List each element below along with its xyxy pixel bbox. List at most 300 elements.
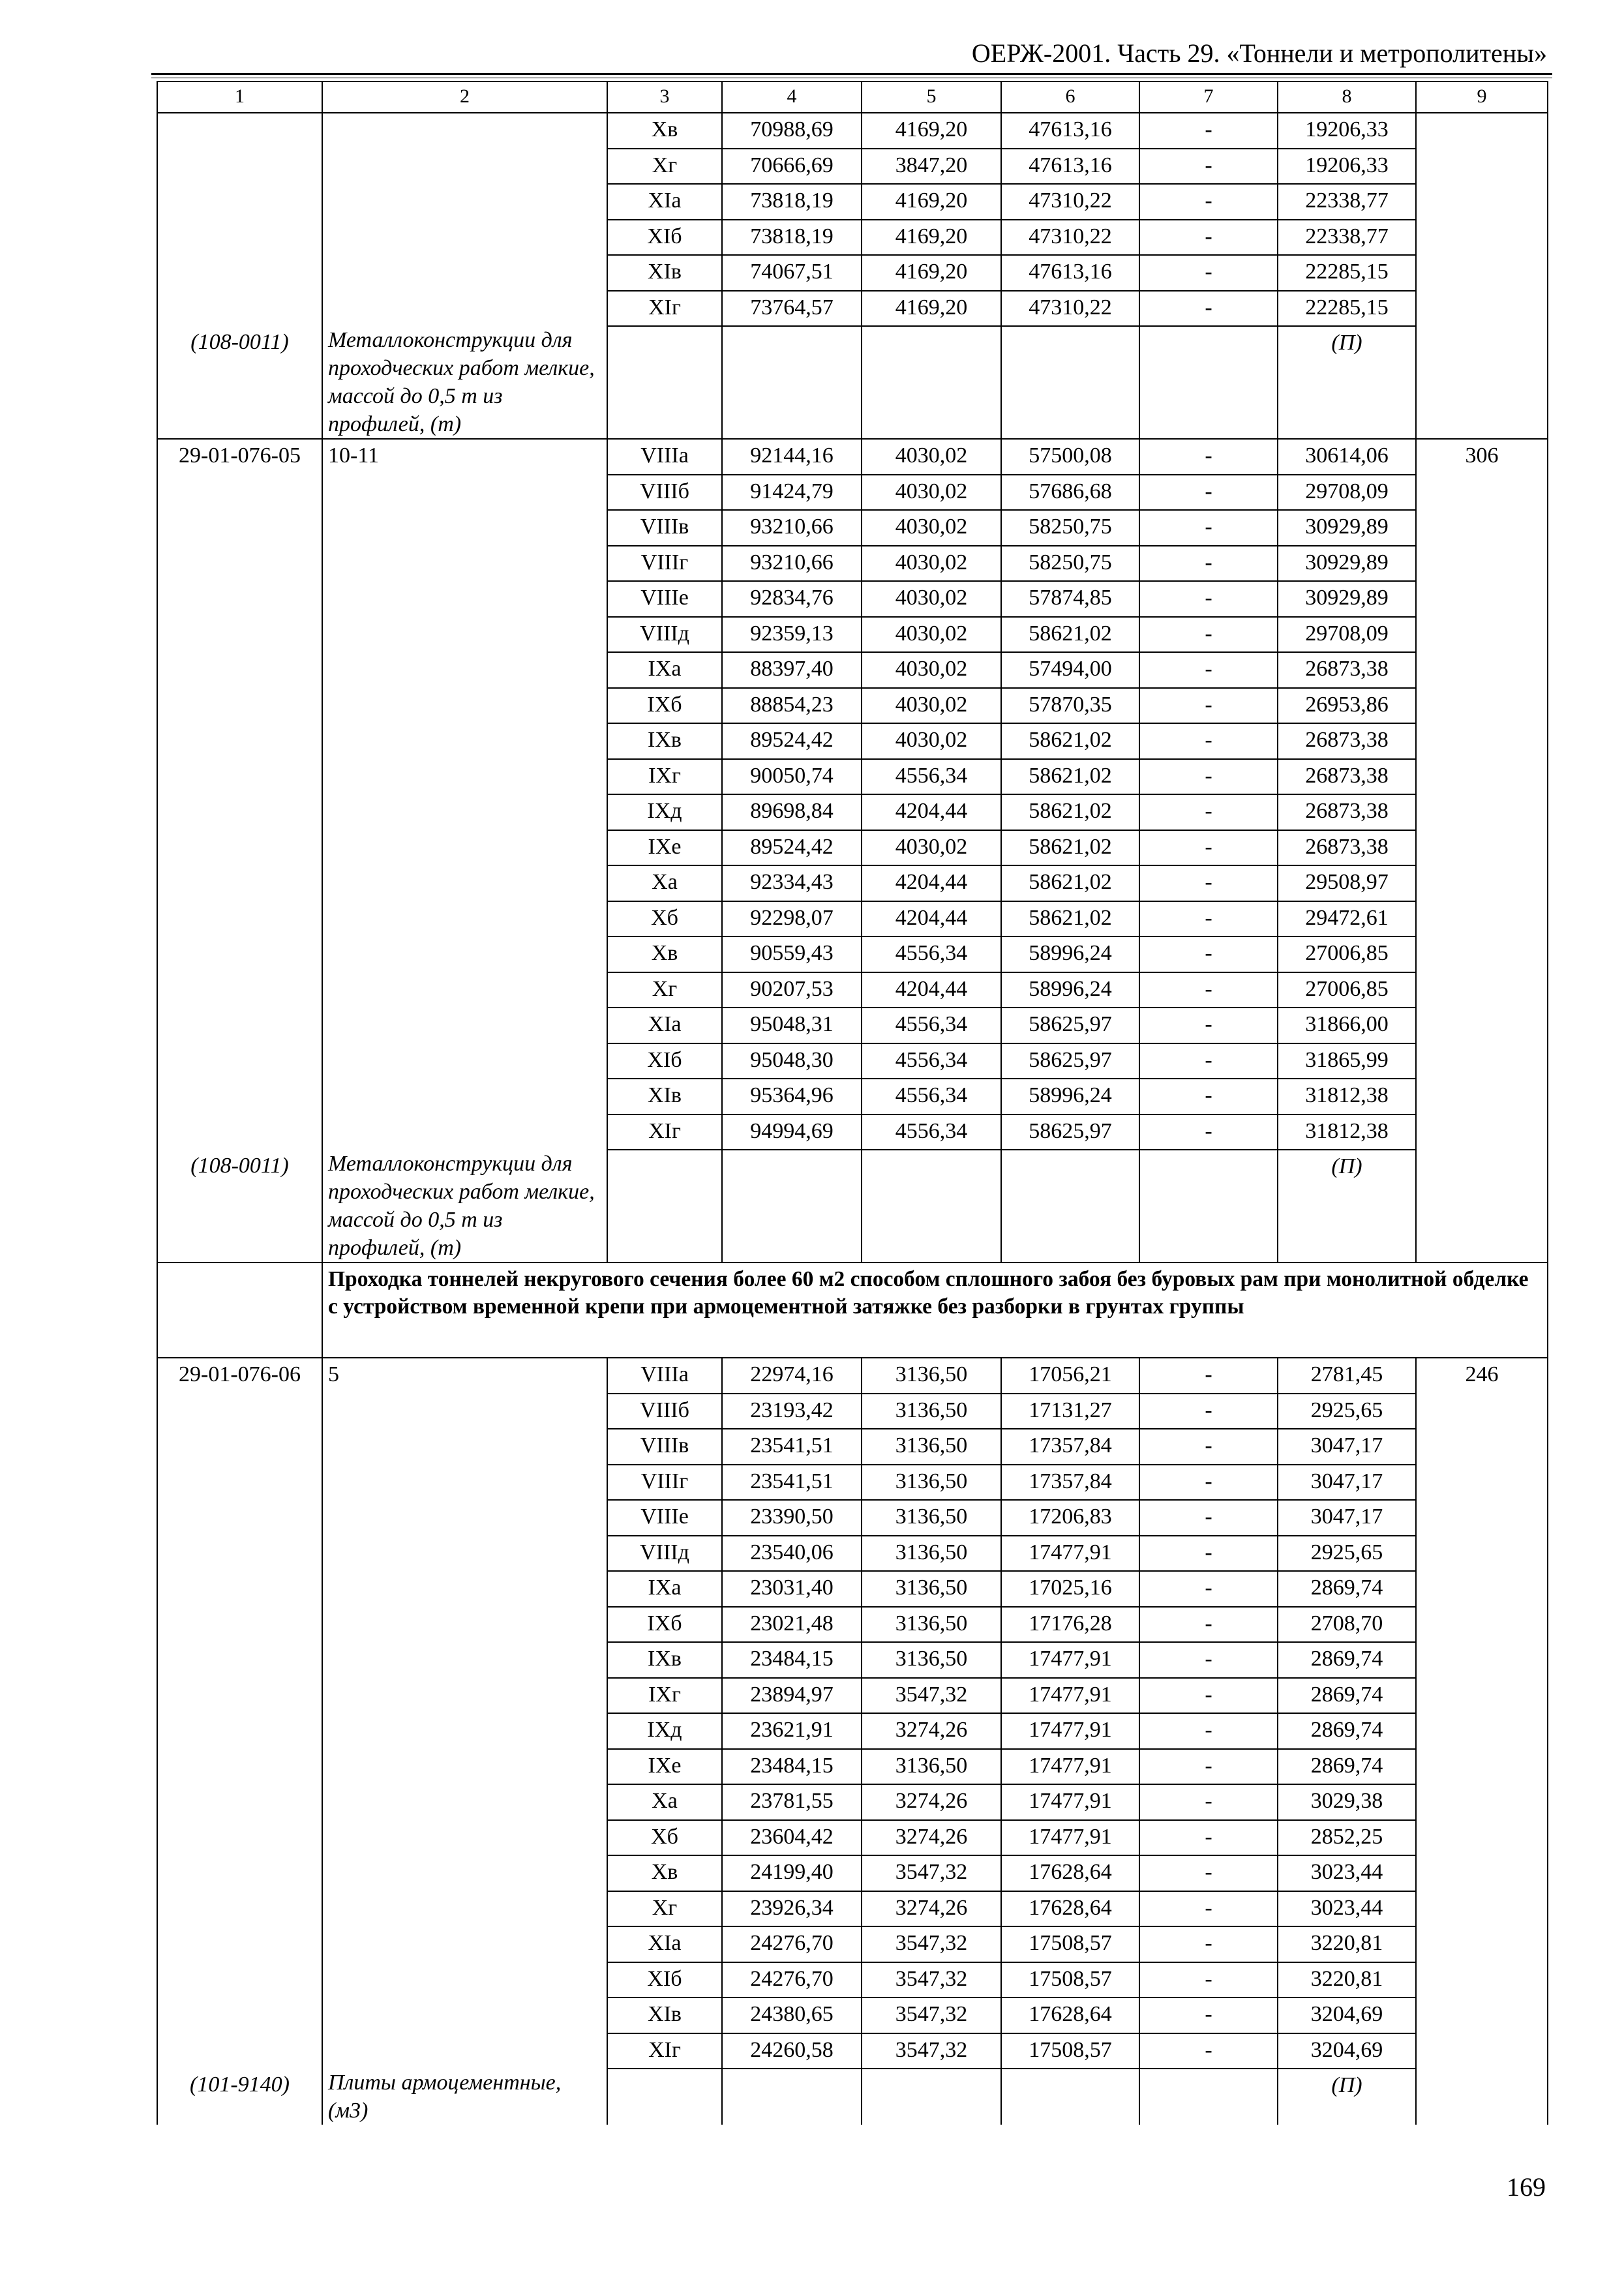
wages-cell: 4030,02 — [862, 510, 1001, 546]
wages-cell: 4556,34 — [862, 1115, 1001, 1150]
group-cell: XIб — [607, 1043, 722, 1079]
total-cost-cell: 74067,51 — [722, 255, 862, 291]
materials-cell: 2852,25 — [1278, 1820, 1416, 1856]
machines-cell: 47310,22 — [1001, 291, 1139, 327]
total-cost-cell: 70988,69 — [722, 113, 862, 149]
page-number: 169 — [1507, 2172, 1546, 2202]
group-cell: IXд — [607, 1713, 722, 1749]
row-code-cell: 29-01-076-05 — [157, 439, 322, 1150]
empty-cell — [862, 2069, 1001, 2125]
wages-cell: 3274,26 — [862, 1820, 1001, 1856]
materials-cell: 26873,38 — [1278, 830, 1416, 866]
empty-cell — [1001, 2069, 1139, 2125]
machines-cell: 57686,68 — [1001, 475, 1139, 511]
wages-cell: 4204,44 — [862, 972, 1001, 1008]
empty-cell — [607, 2069, 722, 2125]
group-cell: VIIIг — [607, 546, 722, 582]
resource-name-cell: Металлоконструкции для проходческих работ мелкие, массой до 0,5 т из профилей, (т) — [322, 326, 607, 439]
materials-cell: 2708,70 — [1278, 1607, 1416, 1643]
materials-cell: 30929,89 — [1278, 510, 1416, 546]
total-cost-cell: 92334,43 — [722, 865, 862, 901]
total-cost-cell: 94994,69 — [722, 1115, 862, 1150]
group-cell: Хб — [607, 901, 722, 937]
machines-cell: 17357,84 — [1001, 1465, 1139, 1501]
total-cost-cell: 24260,58 — [722, 2033, 862, 2069]
wages-cell: 4169,20 — [862, 255, 1001, 291]
driver-wages-cell: - — [1139, 475, 1278, 511]
machines-cell: 47613,16 — [1001, 255, 1139, 291]
materials-cell: 2869,74 — [1278, 1571, 1416, 1607]
table-row — [157, 1358, 1548, 1394]
norm-number-cell: 306 — [1416, 439, 1548, 1263]
group-cell: XIа — [607, 184, 722, 220]
driver-wages-cell: - — [1139, 1465, 1278, 1501]
materials-cell: 22338,77 — [1278, 184, 1416, 220]
group-cell: VIIIб — [607, 1394, 722, 1429]
wages-cell: 4556,34 — [862, 1008, 1001, 1043]
machines-cell: 17508,57 — [1001, 2033, 1139, 2069]
machines-cell: 17508,57 — [1001, 1926, 1139, 1962]
wages-cell: 4169,20 — [862, 220, 1001, 256]
materials-cell: 2925,65 — [1278, 1394, 1416, 1429]
total-cost-cell: 23540,06 — [722, 1536, 862, 1572]
total-cost-cell: 93210,66 — [722, 546, 862, 582]
driver-wages-cell: - — [1139, 2033, 1278, 2069]
group-cell: IXг — [607, 759, 722, 795]
materials-cell: 30929,89 — [1278, 546, 1416, 582]
wages-cell: 4204,44 — [862, 901, 1001, 937]
machines-cell: 58621,02 — [1001, 794, 1139, 830]
driver-wages-cell: - — [1139, 113, 1278, 149]
machines-cell: 58996,24 — [1001, 1079, 1139, 1115]
group-cell: IXв — [607, 723, 722, 759]
wages-cell: 4204,44 — [862, 794, 1001, 830]
machines-cell: 17056,21 — [1001, 1358, 1139, 1394]
resource-name-cell: Плиты армоцементные, (м3) — [322, 2069, 607, 2125]
wages-cell: 3547,32 — [862, 1962, 1001, 1998]
wages-cell: 4169,20 — [862, 113, 1001, 149]
table-row — [157, 113, 1548, 149]
wages-cell: 3547,32 — [862, 2033, 1001, 2069]
driver-wages-cell: - — [1139, 1500, 1278, 1536]
group-cell: VIIIв — [607, 1429, 722, 1465]
machines-cell: 47310,22 — [1001, 184, 1139, 220]
driver-wages-cell: - — [1139, 688, 1278, 724]
machines-cell: 58250,75 — [1001, 510, 1139, 546]
wages-cell: 4030,02 — [862, 581, 1001, 617]
materials-cell: 29508,97 — [1278, 865, 1416, 901]
materials-cell: 3047,17 — [1278, 1429, 1416, 1465]
wages-cell: 4030,02 — [862, 439, 1001, 475]
machines-cell: 58625,97 — [1001, 1008, 1139, 1043]
group-cell: VIIIг — [607, 1465, 722, 1501]
table-row — [157, 1263, 1548, 1358]
total-cost-cell: 23193,42 — [722, 1394, 862, 1429]
wages-cell: 3847,20 — [862, 149, 1001, 185]
machines-cell: 57500,08 — [1001, 439, 1139, 475]
driver-wages-cell: - — [1139, 1358, 1278, 1394]
wages-cell: 4169,20 — [862, 184, 1001, 220]
machines-cell: 58625,97 — [1001, 1115, 1139, 1150]
group-cell: XIа — [607, 1008, 722, 1043]
materials-cell: 26873,38 — [1278, 794, 1416, 830]
machines-cell: 17628,64 — [1001, 1891, 1139, 1927]
wages-cell: 3136,50 — [862, 1571, 1001, 1607]
empty-cell — [157, 1263, 322, 1358]
total-cost-cell: 92359,13 — [722, 617, 862, 653]
materials-cell: 30614,06 — [1278, 439, 1416, 475]
materials-cell: 29708,09 — [1278, 617, 1416, 653]
materials-cell: 2869,74 — [1278, 1678, 1416, 1714]
total-cost-cell: 90559,43 — [722, 936, 862, 972]
total-cost-cell: 23781,55 — [722, 1784, 862, 1820]
machines-cell: 58996,24 — [1001, 972, 1139, 1008]
wages-cell: 3136,50 — [862, 1394, 1001, 1429]
machines-cell: 17477,91 — [1001, 1749, 1139, 1785]
group-cell: Ха — [607, 1784, 722, 1820]
group-cell: IXг — [607, 1678, 722, 1714]
section-title: Проходка тоннелей некругового сечения более 60 м2 способом сплошного забоя без буровых рам при монолитной обделке с устройством временной крепи при армоцементной затяжке без разборки в грунтах группы — [322, 1263, 1548, 1358]
wages-cell: 3136,50 — [862, 1500, 1001, 1536]
resource-class-cell: (П) — [1278, 2069, 1416, 2125]
driver-wages-cell: - — [1139, 1820, 1278, 1856]
driver-wages-cell: - — [1139, 220, 1278, 256]
total-cost-cell: 90050,74 — [722, 759, 862, 795]
group-cell: IXе — [607, 830, 722, 866]
total-cost-cell: 24276,70 — [722, 1926, 862, 1962]
machines-cell: 17477,91 — [1001, 1784, 1139, 1820]
machines-cell: 58250,75 — [1001, 546, 1139, 582]
driver-wages-cell: - — [1139, 581, 1278, 617]
materials-cell: 3023,44 — [1278, 1891, 1416, 1927]
column-number-cell: 5 — [862, 82, 1001, 113]
wages-cell: 4030,02 — [862, 617, 1001, 653]
materials-cell: 19206,33 — [1278, 149, 1416, 185]
wages-cell: 4556,34 — [862, 759, 1001, 795]
wages-cell: 3274,26 — [862, 1891, 1001, 1927]
driver-wages-cell: - — [1139, 184, 1278, 220]
driver-wages-cell: - — [1139, 149, 1278, 185]
driver-wages-cell: - — [1139, 1079, 1278, 1115]
wages-cell: 3547,32 — [862, 1855, 1001, 1891]
resource-class-cell: (П) — [1278, 1150, 1416, 1263]
row-code-cell: 29-01-076-06 — [157, 1358, 322, 2069]
column-number-cell: 7 — [1139, 82, 1278, 113]
column-number-cell: 2 — [322, 82, 607, 113]
group-cell: Ха — [607, 865, 722, 901]
wages-cell: 4556,34 — [862, 936, 1001, 972]
empty-cell — [862, 326, 1001, 439]
wages-cell: 3547,32 — [862, 1926, 1001, 1962]
driver-wages-cell: - — [1139, 1008, 1278, 1043]
machines-cell: 17025,16 — [1001, 1571, 1139, 1607]
materials-cell: 2781,45 — [1278, 1358, 1416, 1394]
wages-cell: 3136,50 — [862, 1536, 1001, 1572]
group-cell: VIIIб — [607, 475, 722, 511]
machines-cell: 58621,02 — [1001, 617, 1139, 653]
total-cost-cell: 23621,91 — [722, 1713, 862, 1749]
group-cell: IXв — [607, 1642, 722, 1678]
total-cost-cell: 23926,34 — [722, 1891, 862, 1927]
wages-cell: 4030,02 — [862, 723, 1001, 759]
total-cost-cell: 23021,48 — [722, 1607, 862, 1643]
materials-cell: 22285,15 — [1278, 255, 1416, 291]
materials-cell: 2925,65 — [1278, 1536, 1416, 1572]
machines-cell: 17477,91 — [1001, 1678, 1139, 1714]
group-cell: VIIIа — [607, 439, 722, 475]
group-cell: Хг — [607, 149, 722, 185]
wages-cell: 3274,26 — [862, 1784, 1001, 1820]
wages-cell: 3136,50 — [862, 1429, 1001, 1465]
driver-wages-cell: - — [1139, 291, 1278, 327]
total-cost-cell: 90207,53 — [722, 972, 862, 1008]
driver-wages-cell: - — [1139, 1607, 1278, 1643]
materials-cell: 26873,38 — [1278, 759, 1416, 795]
group-cell: IXе — [607, 1749, 722, 1785]
total-cost-cell: 92144,16 — [722, 439, 862, 475]
machines-cell: 17357,84 — [1001, 1429, 1139, 1465]
total-cost-cell: 73818,19 — [722, 184, 862, 220]
group-cell: VIIIе — [607, 1500, 722, 1536]
total-cost-cell: 73764,57 — [722, 291, 862, 327]
running-header: ОЕРЖ-2001. Часть 29. «Тоннели и метрополитены» — [971, 38, 1547, 68]
wages-cell: 4030,02 — [862, 688, 1001, 724]
wages-cell: 3547,32 — [862, 1678, 1001, 1714]
table-row — [157, 326, 1548, 439]
driver-wages-cell: - — [1139, 652, 1278, 688]
total-cost-cell: 24199,40 — [722, 1855, 862, 1891]
group-cell: VIIIд — [607, 617, 722, 653]
materials-cell: 29708,09 — [1278, 475, 1416, 511]
total-cost-cell: 23031,40 — [722, 1571, 862, 1607]
group-cell: IXб — [607, 1607, 722, 1643]
total-cost-cell: 88854,23 — [722, 688, 862, 724]
column-number-cell: 1 — [157, 82, 322, 113]
resource-code-cell: (101-9140) — [157, 2069, 322, 2125]
total-cost-cell: 73818,19 — [722, 220, 862, 256]
total-cost-cell: 89524,42 — [722, 723, 862, 759]
resource-code-cell: (108-0011) — [157, 1150, 322, 1263]
machines-cell: 17628,64 — [1001, 1997, 1139, 2033]
table-row — [157, 1150, 1548, 1263]
machines-cell: 58621,02 — [1001, 759, 1139, 795]
driver-wages-cell: - — [1139, 723, 1278, 759]
empty-cell — [1139, 1150, 1278, 1263]
driver-wages-cell: - — [1139, 759, 1278, 795]
machines-cell: 47310,22 — [1001, 220, 1139, 256]
empty-cell — [1139, 2069, 1278, 2125]
materials-cell: 3047,17 — [1278, 1465, 1416, 1501]
norm-number-cell: 246 — [1416, 1358, 1548, 2125]
materials-cell: 26953,86 — [1278, 688, 1416, 724]
driver-wages-cell: - — [1139, 546, 1278, 582]
materials-cell: 26873,38 — [1278, 723, 1416, 759]
wages-cell: 4556,34 — [862, 1043, 1001, 1079]
machines-cell: 58621,02 — [1001, 723, 1139, 759]
machines-cell: 58621,02 — [1001, 830, 1139, 866]
materials-cell: 31812,38 — [1278, 1079, 1416, 1115]
group-cell: IXб — [607, 688, 722, 724]
machines-cell: 17477,91 — [1001, 1820, 1139, 1856]
driver-wages-cell: - — [1139, 1891, 1278, 1927]
total-cost-cell: 23484,15 — [722, 1749, 862, 1785]
materials-cell: 22338,77 — [1278, 220, 1416, 256]
column-number-cell: 6 — [1001, 82, 1139, 113]
empty-cell — [1139, 326, 1278, 439]
materials-cell: 31866,00 — [1278, 1008, 1416, 1043]
driver-wages-cell: - — [1139, 1926, 1278, 1962]
driver-wages-cell: - — [1139, 1997, 1278, 2033]
materials-cell: 27006,85 — [1278, 936, 1416, 972]
empty-cell — [322, 113, 607, 326]
group-cell: XIв — [607, 1079, 722, 1115]
driver-wages-cell: - — [1139, 1571, 1278, 1607]
total-cost-cell: 23541,51 — [722, 1465, 862, 1501]
empty-cell — [1416, 113, 1548, 439]
driver-wages-cell: - — [1139, 1043, 1278, 1079]
wages-cell: 3136,50 — [862, 1465, 1001, 1501]
driver-wages-cell: - — [1139, 439, 1278, 475]
group-cell: Хг — [607, 972, 722, 1008]
driver-wages-cell: - — [1139, 1429, 1278, 1465]
total-cost-cell: 23894,97 — [722, 1678, 862, 1714]
wages-cell: 3136,50 — [862, 1607, 1001, 1643]
materials-cell: 3047,17 — [1278, 1500, 1416, 1536]
column-number-cell: 9 — [1416, 82, 1548, 113]
driver-wages-cell: - — [1139, 1536, 1278, 1572]
table-row — [157, 82, 1548, 113]
group-cell: VIIIв — [607, 510, 722, 546]
group-cell: Хб — [607, 1820, 722, 1856]
driver-wages-cell: - — [1139, 255, 1278, 291]
empty-cell — [722, 326, 862, 439]
total-cost-cell: 89524,42 — [722, 830, 862, 866]
driver-wages-cell: - — [1139, 1642, 1278, 1678]
total-cost-cell: 22974,16 — [722, 1358, 862, 1394]
materials-cell: 22285,15 — [1278, 291, 1416, 327]
driver-wages-cell: - — [1139, 1784, 1278, 1820]
total-cost-cell: 92298,07 — [722, 901, 862, 937]
group-cell: Хв — [607, 1855, 722, 1891]
group-cell: IXа — [607, 652, 722, 688]
wages-cell: 4556,34 — [862, 1079, 1001, 1115]
parameter-cell: 5 — [322, 1358, 607, 2069]
wages-cell: 4204,44 — [862, 865, 1001, 901]
total-cost-cell: 23390,50 — [722, 1500, 862, 1536]
group-cell: XIг — [607, 1115, 722, 1150]
empty-cell — [1001, 326, 1139, 439]
total-cost-cell: 93210,66 — [722, 510, 862, 546]
price-table — [157, 81, 1548, 2125]
machines-cell: 57870,35 — [1001, 688, 1139, 724]
empty-cell — [157, 113, 322, 326]
machines-cell: 47613,16 — [1001, 149, 1139, 185]
group-cell: IXа — [607, 1571, 722, 1607]
group-cell: XIг — [607, 291, 722, 327]
driver-wages-cell: - — [1139, 830, 1278, 866]
materials-cell: 2869,74 — [1278, 1749, 1416, 1785]
materials-cell: 30929,89 — [1278, 581, 1416, 617]
driver-wages-cell: - — [1139, 617, 1278, 653]
materials-cell: 3220,81 — [1278, 1926, 1416, 1962]
wages-cell: 3136,50 — [862, 1642, 1001, 1678]
column-number-cell: 3 — [607, 82, 722, 113]
machines-cell: 58621,02 — [1001, 901, 1139, 937]
materials-cell: 3220,81 — [1278, 1962, 1416, 1998]
wages-cell: 3136,50 — [862, 1358, 1001, 1394]
driver-wages-cell: - — [1139, 1749, 1278, 1785]
materials-cell: 27006,85 — [1278, 972, 1416, 1008]
machines-cell: 17628,64 — [1001, 1855, 1139, 1891]
machines-cell: 17176,28 — [1001, 1607, 1139, 1643]
materials-cell: 3204,69 — [1278, 1997, 1416, 2033]
materials-cell: 31812,38 — [1278, 1115, 1416, 1150]
driver-wages-cell: - — [1139, 1678, 1278, 1714]
resource-code-cell: (108-0011) — [157, 326, 322, 439]
machines-cell: 47613,16 — [1001, 113, 1139, 149]
materials-cell: 3204,69 — [1278, 2033, 1416, 2069]
group-cell: Хг — [607, 1891, 722, 1927]
group-cell: Хв — [607, 936, 722, 972]
column-number-cell: 4 — [722, 82, 862, 113]
driver-wages-cell: - — [1139, 1855, 1278, 1891]
group-cell: Хв — [607, 113, 722, 149]
total-cost-cell: 95364,96 — [722, 1079, 862, 1115]
wages-cell: 4169,20 — [862, 291, 1001, 327]
wages-cell: 4030,02 — [862, 546, 1001, 582]
group-cell: XIг — [607, 2033, 722, 2069]
empty-cell — [722, 1150, 862, 1263]
group-cell: XIв — [607, 255, 722, 291]
driver-wages-cell: - — [1139, 936, 1278, 972]
total-cost-cell: 23484,15 — [722, 1642, 862, 1678]
driver-wages-cell: - — [1139, 1115, 1278, 1150]
materials-cell: 3029,38 — [1278, 1784, 1416, 1820]
parameter-cell: 10-11 — [322, 439, 607, 1150]
machines-cell: 17477,91 — [1001, 1536, 1139, 1572]
total-cost-cell: 95048,31 — [722, 1008, 862, 1043]
machines-cell: 17477,91 — [1001, 1713, 1139, 1749]
materials-cell: 19206,33 — [1278, 113, 1416, 149]
driver-wages-cell: - — [1139, 901, 1278, 937]
driver-wages-cell: - — [1139, 972, 1278, 1008]
empty-cell — [607, 1150, 722, 1263]
table-row — [157, 2069, 1548, 2125]
materials-cell: 31865,99 — [1278, 1043, 1416, 1079]
machines-cell: 17508,57 — [1001, 1962, 1139, 1998]
wages-cell: 4030,02 — [862, 652, 1001, 688]
driver-wages-cell: - — [1139, 1394, 1278, 1429]
driver-wages-cell: - — [1139, 1713, 1278, 1749]
machines-cell: 58621,02 — [1001, 865, 1139, 901]
materials-cell: 3023,44 — [1278, 1855, 1416, 1891]
driver-wages-cell: - — [1139, 1962, 1278, 1998]
machines-cell: 57494,00 — [1001, 652, 1139, 688]
total-cost-cell: 92834,76 — [722, 581, 862, 617]
driver-wages-cell: - — [1139, 794, 1278, 830]
total-cost-cell: 89698,84 — [722, 794, 862, 830]
header-rule — [151, 73, 1552, 75]
materials-cell: 2869,74 — [1278, 1713, 1416, 1749]
group-cell: XIа — [607, 1926, 722, 1962]
machines-cell: 17206,83 — [1001, 1500, 1139, 1536]
wages-cell: 3547,32 — [862, 1997, 1001, 2033]
empty-cell — [862, 1150, 1001, 1263]
empty-cell — [1001, 1150, 1139, 1263]
total-cost-cell: 88397,40 — [722, 652, 862, 688]
total-cost-cell: 23541,51 — [722, 1429, 862, 1465]
column-number-cell: 8 — [1278, 82, 1416, 113]
